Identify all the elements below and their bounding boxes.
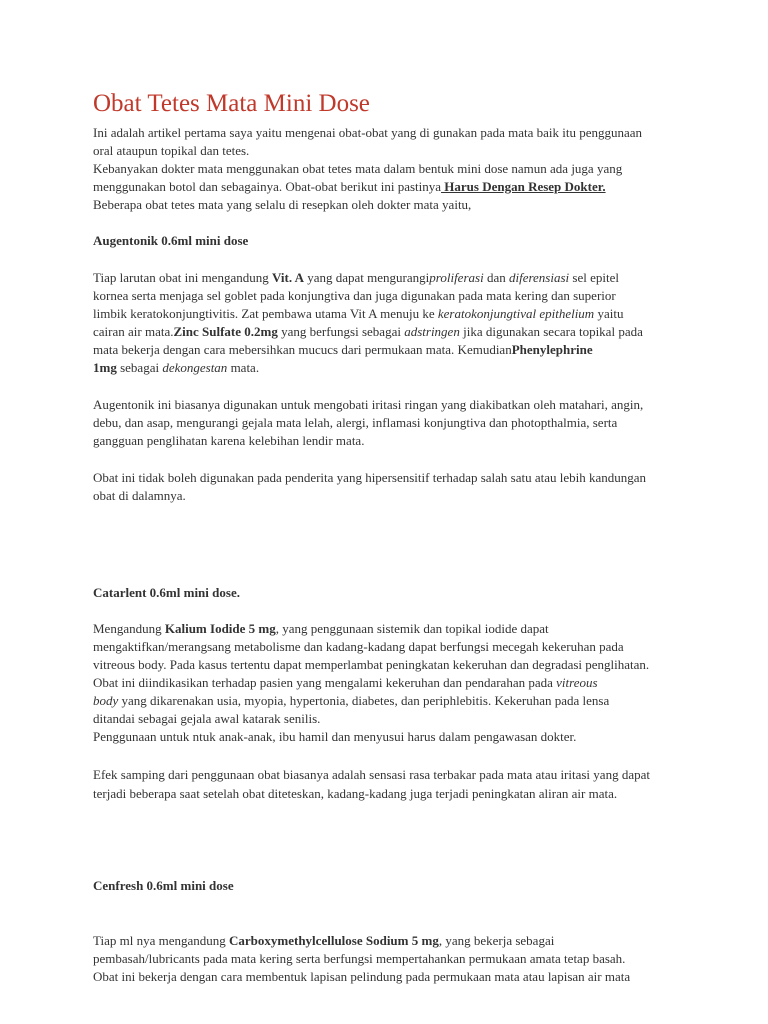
paragraph-line: Obat ini tidak boleh digunakan pada penderita yang hipersensitif terhadap salah satu atau lebih kandungan xyxy=(93,470,647,485)
paragraph-line: gangguan penglihatan karena kelebihan lendir mata. xyxy=(93,433,365,448)
intro-line: oral ataupun topikal dan tetes. xyxy=(93,143,250,158)
section-heading-catarlent: Catarlent 0.6ml mini dose. xyxy=(93,585,240,600)
paragraph-line: Obat ini diindikasikan terhadap pasien yang mengalami kekeruhan dan pendarahan pada vitreous xyxy=(93,675,598,690)
paragraph-line: debu, dan asap, mengurangi gejala mata lelah, alergi, inflamasi konjungtiva dan photopthalmia, serta xyxy=(93,415,618,430)
section-heading-cenfresh: Cenfresh 0.6ml mini dose xyxy=(93,878,234,893)
paragraph-line: Efek samping dari penggunaan obat biasanya adalah sensasi rasa terbakar pada mata atau iritasi yang dapat xyxy=(93,767,650,782)
paragraph-line: terjadi beberapa saat setelah obat diteteskan, kadang-kadang juga terjadi peningkatan aliran air mata. xyxy=(93,786,618,801)
intro-line: menggunakan botol dan sebagainya. Obat-obat berikut ini pastinya Harus Dengan Resep Dokter. xyxy=(93,179,606,194)
intro-line: Beberapa obat tetes mata yang selalu di resepkan oleh dokter mata yaitu, xyxy=(93,197,472,212)
prescription-note: Harus Dengan Resep Dokter. xyxy=(441,179,606,194)
paragraph-line: obat di dalamnya. xyxy=(93,488,186,503)
paragraph-line: mengaktifkan/merangsang metabolisme dan kadang-kadang dapat berfungsi mecegah kekeruhan pada xyxy=(93,639,624,654)
paragraph-line: pembasah/lubricants pada mata kering serta berfungsi mempertahankan permukaan amata tetap basah. xyxy=(93,951,626,966)
paragraph-line: ditandai sebagai gejala awal katarak senilis. xyxy=(93,711,321,726)
paragraph-line: cairan air mata.Zinc Sulfate 0.2mg yang berfungsi sebagai adstringen jika digunakan secara topikal pada xyxy=(93,324,643,339)
paragraph-line: Augentonik ini biasanya digunakan untuk mengobati iritasi ringan yang diakibatkan oleh matahari, angin, xyxy=(93,397,644,412)
intro-line: Kebanyakan dokter mata menggunakan obat tetes mata dalam bentuk mini dose namun ada juga yang xyxy=(93,161,623,176)
paragraph-line: Mengandung Kalium Iodide 5 mg, yang penggunaan sistemik dan topikal iodide dapat xyxy=(93,621,549,636)
paragraph-line: limbik keratokonjungtivitis. Zat pembawa utama Vit A menuju ke keratokonjungtival epithelium yaitu xyxy=(93,306,624,321)
paragraph-line: kornea serta menjaga sel goblet pada konjungtiva dan juga digunakan pada mata kering dan superior xyxy=(93,288,616,303)
paragraph-line: Tiap ml nya mengandung Carboxymethylcellulose Sodium 5 mg, yang bekerja sebagai xyxy=(93,933,555,948)
article-title: Obat Tetes Mata Mini Dose xyxy=(93,90,370,117)
section-heading-augentonik: Augentonik 0.6ml mini dose xyxy=(93,233,249,248)
paragraph-line: vitreous body. Pada kasus tertentu dapat memperlambat peningkatan kekeruhan dan degradasi penglihatan. xyxy=(93,657,650,672)
paragraph-line: Penggunaan untuk ntuk anak-anak, ibu hamil dan menyusui harus dalam pengawasan dokter. xyxy=(93,729,577,744)
paragraph-line: mata bekerja dengan cara mebersihkan mucucs dari permukaan mata. KemudianPhenylephrine xyxy=(93,342,593,357)
paragraph-line: Tiap larutan obat ini mengandung Vit. A yang dapat mengurangiproliferasi dan diferensiasi sel epitel xyxy=(93,270,619,285)
paragraph-line: 1mg sebagai dekongestan mata. xyxy=(93,360,260,375)
paragraph-line: body yang dikarenakan usia, myopia, hypertonia, diabetes, dan periphlebitis. Kekeruhan pada lensa xyxy=(93,693,610,708)
paragraph-line: Obat ini bekerja dengan cara membentuk lapisan pelindung pada permukaan mata atau lapisan air mata xyxy=(93,969,631,984)
intro-line: Ini adalah artikel pertama saya yaitu mengenai obat-obat yang di gunakan pada mata baik itu penggunaan xyxy=(93,125,643,140)
